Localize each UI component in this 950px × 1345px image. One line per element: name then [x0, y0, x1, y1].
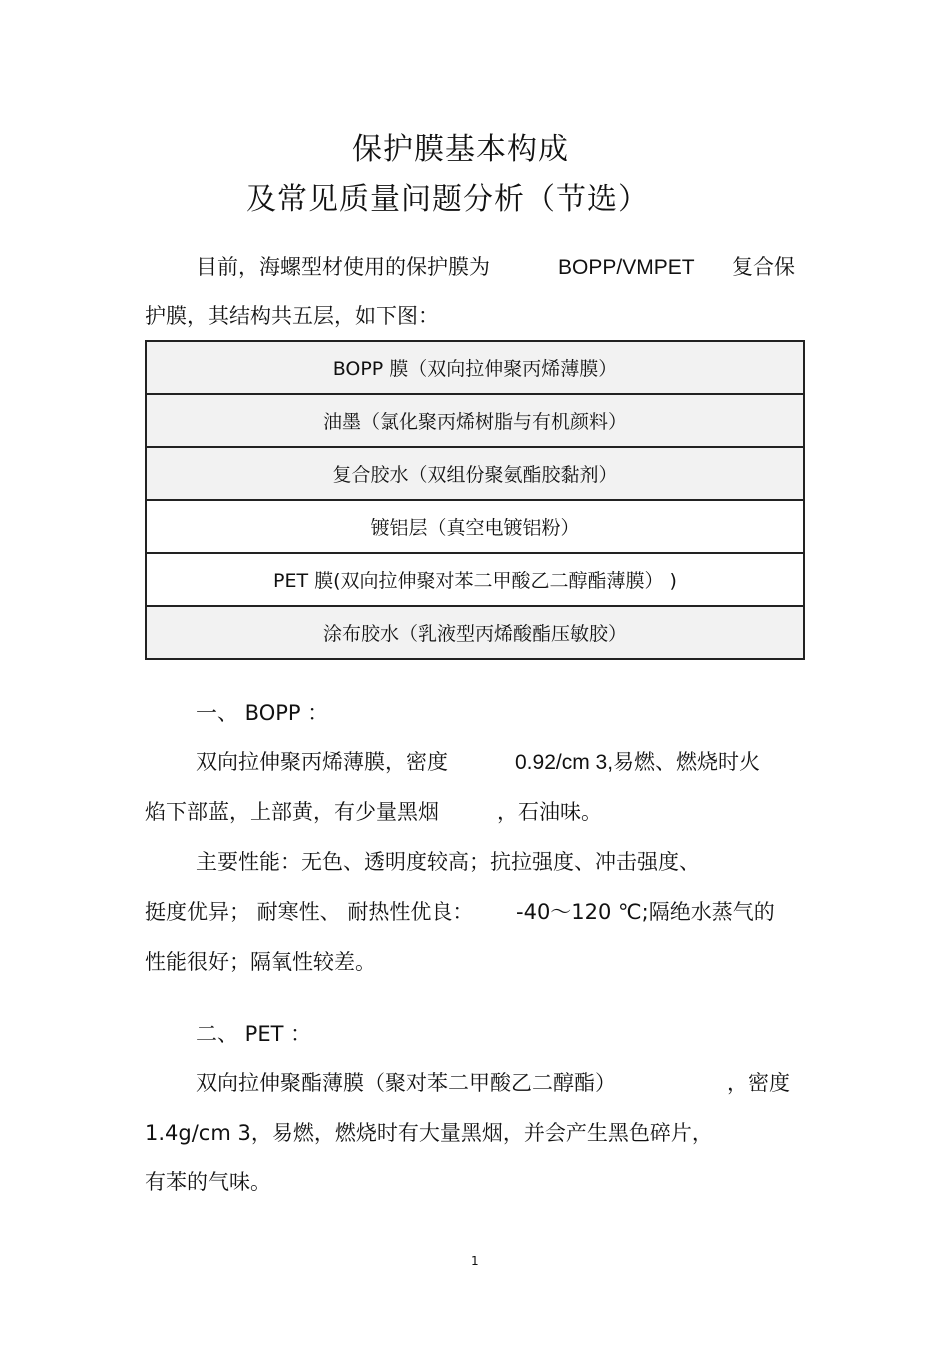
- table-row: [146, 606, 804, 659]
- section-2-text: 有苯的气味。: [145, 1170, 271, 1194]
- table-row: [146, 341, 804, 394]
- table-row: [146, 553, 804, 606]
- intro-text-1b: BOPP/VMPET: [558, 256, 695, 279]
- section-1-text: ，石油味。: [497, 800, 602, 824]
- table-row: [146, 394, 804, 447]
- section-1-heading: 一、 BOPP ：: [196, 701, 329, 725]
- section-1-text: 双向拉伸聚丙烯薄膜，密度: [196, 750, 448, 774]
- table-row: [146, 500, 804, 553]
- page-number: 1: [471, 1254, 479, 1268]
- layer-cell: 涂布胶水（乳液型丙烯酸酯压敏胶）: [146, 606, 804, 659]
- section-1-text: -40～120 ℃;隔绝水蒸气的: [516, 900, 775, 924]
- layer-cell: BOPP 膜（双向拉伸聚丙烯薄膜）: [146, 341, 804, 394]
- layer-cell: 镀铝层（真空电镀铝粉）: [146, 500, 804, 553]
- intro-text-1a: 目前，海螺型材使用的保护膜为: [196, 255, 490, 279]
- layer-cell: PET 膜(双向拉伸聚对苯二甲酸乙二醇酯薄膜） ): [146, 553, 804, 606]
- doc-title-line-2: 及常见质量问题分析（节选）: [246, 182, 649, 217]
- doc-title-line-1: 保护膜基本构成: [352, 132, 569, 167]
- section-1-text: 焰下部蓝，上部黄，有少量黑烟: [145, 800, 439, 824]
- layer-cell: 复合胶水（双组份聚氨酯胶黏剂）: [146, 447, 804, 500]
- section-2-heading: 二、 PET ：: [196, 1022, 312, 1046]
- table-row: [146, 447, 804, 500]
- intro-text-2: 护膜，其结构共五层，如下图：: [145, 304, 439, 328]
- layer-cell: 油墨（氯化聚丙烯树脂与有机颜料）: [146, 394, 804, 447]
- section-1-text: 性能很好；隔氧性较差。: [145, 950, 376, 974]
- section-2-text: 1.4g/cm 3，易燃，燃烧时有大量黑烟，并会产生黑色碎片，: [145, 1121, 713, 1145]
- section-1-text: 主要性能：无色、透明度较高；抗拉强度、冲击强度、: [196, 850, 700, 874]
- intro-text-1c: 复合保: [732, 255, 795, 279]
- section-1-text: 挺度优异； 耐寒性、 耐热性优良：: [145, 900, 474, 924]
- section-2-text: ，密度: [727, 1071, 790, 1095]
- section-2-text: 双向拉伸聚酯薄膜（聚对苯二甲酸乙二醇酯）: [196, 1071, 616, 1095]
- section-1-text: 0.92/cm 3,易燃、燃烧时火: [515, 751, 761, 774]
- layer-structure-table: [145, 340, 805, 660]
